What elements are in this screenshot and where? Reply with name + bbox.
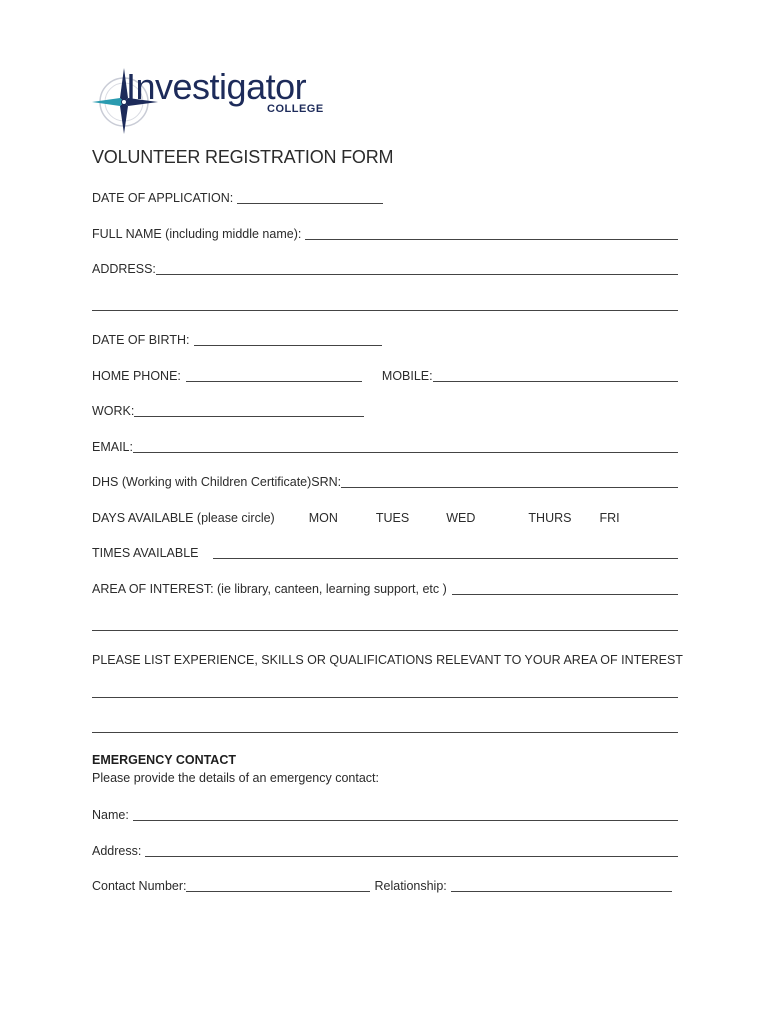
day-option-thurs[interactable]: THURS — [528, 511, 572, 525]
times-available-row — [92, 544, 678, 560]
days-available-row — [92, 509, 678, 525]
address-row — [92, 260, 678, 276]
emergency-address-row — [92, 842, 678, 858]
mobile-label: MOBILE: — [381, 369, 433, 383]
work-label: WORK: — [92, 404, 135, 418]
page-title: VOLUNTEER REGISTRATION FORM — [92, 147, 394, 167]
address-row-2 — [92, 296, 678, 312]
emergency-name-field[interactable] — [133, 808, 678, 821]
day-option-mon[interactable]: MON — [308, 511, 338, 525]
date-of-application-row — [92, 189, 678, 205]
address-field[interactable] — [156, 262, 678, 275]
full-name-label: FULL NAME (including middle name): — [92, 227, 302, 241]
emergency-address-label: Address: — [92, 844, 142, 858]
date-of-application-field[interactable] — [237, 191, 383, 204]
area-of-interest-field[interactable] — [452, 582, 678, 595]
relationship-field[interactable] — [451, 879, 672, 892]
full-name-field[interactable] — [305, 227, 678, 240]
work-field[interactable] — [134, 404, 364, 417]
emergency-contact-instructions: Please provide the details of an emergency contact: — [92, 771, 379, 785]
home-phone-field[interactable] — [186, 369, 362, 382]
times-available-label: TIMES AVAILABLE — [92, 546, 199, 560]
date-of-application-label: DATE OF APPLICATION: — [92, 191, 234, 205]
day-option-fri[interactable]: FRI — [599, 511, 620, 525]
day-option-tues[interactable]: TUES — [375, 511, 410, 525]
area-of-interest-row-2 — [92, 616, 678, 632]
date-of-birth-row — [92, 331, 678, 347]
experience-line-2-row — [92, 718, 678, 734]
emergency-name-row — [92, 806, 678, 822]
email-row — [92, 438, 678, 454]
emergency-name-label: Name: — [92, 808, 129, 822]
date-of-birth-field[interactable] — [194, 333, 382, 346]
home-phone-label: HOME PHONE: — [92, 369, 181, 383]
logo-subtitle: COLLEGE — [267, 103, 324, 115]
days-available-label: DAYS AVAILABLE (please circle) — [92, 511, 275, 525]
contact-number-label: Contact Number: — [92, 879, 187, 893]
mobile-field[interactable] — [433, 369, 678, 382]
email-label: EMAIL: — [92, 440, 133, 454]
area-of-interest-label: AREA OF INTEREST: (ie library, canteen, learning support, etc ) — [92, 582, 447, 596]
contact-number-field[interactable] — [186, 879, 370, 892]
relationship-label: Relationship: — [374, 879, 447, 893]
email-field[interactable] — [133, 440, 678, 453]
phone-row — [92, 367, 678, 383]
address-field-line-2[interactable] — [92, 298, 678, 311]
area-of-interest-row — [92, 580, 678, 596]
emergency-address-field[interactable] — [145, 844, 678, 857]
experience-row — [92, 651, 683, 667]
experience-field-line-2[interactable] — [92, 720, 678, 733]
emergency-contact-heading: EMERGENCY CONTACT — [92, 753, 236, 767]
emergency-contact-row — [92, 877, 672, 893]
address-label: ADDRESS: — [92, 262, 156, 276]
college-logo — [90, 66, 330, 136]
date-of-birth-label: DATE OF BIRTH: — [92, 333, 190, 347]
dhs-label: DHS (Working with Children Certificate)SRN: — [92, 475, 342, 489]
logo-wordmark: Investigator — [126, 66, 307, 107]
area-of-interest-field-line-2[interactable] — [92, 618, 678, 631]
work-row — [92, 402, 678, 418]
full-name-row — [92, 225, 678, 241]
experience-label: PLEASE LIST EXPERIENCE, SKILLS OR QUALIFICATIONS RELEVANT TO YOUR AREA OF INTEREST — [92, 653, 683, 667]
day-option-wed[interactable]: WED — [446, 511, 476, 525]
dhs-row — [92, 473, 678, 489]
experience-line-1-row — [92, 683, 678, 699]
dhs-field[interactable] — [341, 475, 678, 488]
times-available-field[interactable] — [213, 546, 678, 559]
experience-field-line-1[interactable] — [92, 685, 678, 698]
